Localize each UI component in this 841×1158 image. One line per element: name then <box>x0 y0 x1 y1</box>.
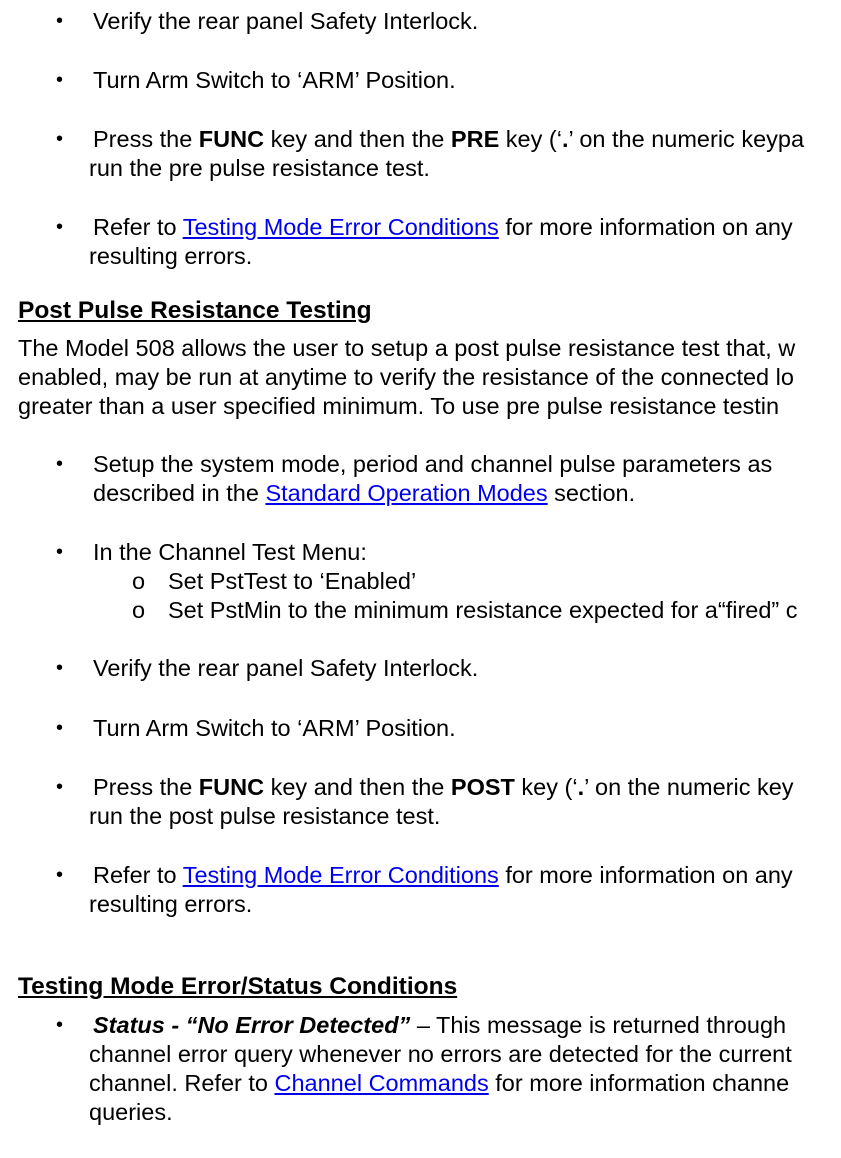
bullet-refer-errors: Refer to Testing Mode Error Conditions for more information on any <box>93 214 793 240</box>
bullet-press-func-pre-line2: run the pre pulse resistance test. <box>89 155 430 181</box>
bullet-turn-arm: Turn Arm Switch to ‘ARM’ Position. <box>93 67 456 93</box>
standard-operation-modes-link[interactable]: Standard Operation Modes <box>265 480 548 506</box>
bullet-glyph: • <box>56 1014 64 1036</box>
bullet-glyph: • <box>56 10 64 32</box>
status-no-error-line2: channel error query whenever no errors are detected for the current <box>89 1041 792 1067</box>
status-no-error-line4: queries. <box>89 1099 173 1125</box>
status-no-error-line3: channel. Refer to Channel Commands for more information channe <box>89 1070 790 1096</box>
bullet-glyph: • <box>56 717 64 739</box>
bullet-verify-interlock: Verify the rear panel Safety Interlock. <box>93 8 479 34</box>
paragraph-line: The Model 508 allows the user to setup a post pulse resistance test that, w <box>18 335 796 361</box>
post-pulse-heading: Post Pulse Resistance Testing <box>18 297 372 324</box>
bullet-verify-interlock-2: Verify the rear panel Safety Interlock. <box>93 655 479 681</box>
testing-mode-error-conditions-link[interactable]: Testing Mode Error Conditions <box>182 862 499 888</box>
bullet-press-func-post: Press the FUNC key and then the POST key (‘.’ on the numeric key <box>93 774 794 800</box>
sub-bullet-psttest: Set PstTest to ‘Enabled’ <box>168 568 417 594</box>
paragraph-line: greater than a user specified minimum. To use pre pulse resistance testin <box>18 393 780 419</box>
sub-bullet-glyph: o <box>132 568 146 594</box>
bullet-refer-errors-line2: resulting errors. <box>89 243 253 269</box>
bullet-setup-system-line2: described in the Standard Operation Modes section. <box>93 480 636 506</box>
status-no-error: Status - “No Error Detected” – This message is returned through <box>93 1012 787 1038</box>
bullet-glyph: • <box>56 541 64 563</box>
sub-bullet-pstmin: Set PstMin to the minimum resistance expected for a“fired” c <box>168 597 798 623</box>
bullet-refer-errors-2-line2: resulting errors. <box>89 891 253 917</box>
error-status-heading: Testing Mode Error/Status Conditions <box>18 973 458 1000</box>
bullet-glyph: • <box>56 776 64 798</box>
bullet-glyph: • <box>56 864 64 886</box>
bullet-press-func-pre: Press the FUNC key and then the PRE key (‘.’ on the numeric keypa <box>93 126 805 152</box>
testing-mode-error-conditions-link[interactable]: Testing Mode Error Conditions <box>182 214 499 240</box>
bullet-press-func-post-line2: run the post pulse resistance test. <box>89 803 441 829</box>
bullet-glyph: • <box>56 69 64 91</box>
bullet-setup-system: Setup the system mode, period and channel pulse parameters as <box>93 451 773 477</box>
bullet-refer-errors-2: Refer to Testing Mode Error Conditions for more information on any <box>93 862 793 888</box>
bullet-glyph: • <box>56 216 64 238</box>
sub-bullet-glyph: o <box>132 597 146 623</box>
bullet-turn-arm-2: Turn Arm Switch to ‘ARM’ Position. <box>93 715 456 741</box>
bullet-glyph: • <box>56 128 64 150</box>
paragraph-line: enabled, may be run at anytime to verify the resistance of the connected lo <box>18 364 794 390</box>
bullet-glyph: • <box>56 657 64 679</box>
channel-commands-link[interactable]: Channel Commands <box>274 1070 489 1096</box>
bullet-channel-test-menu: In the Channel Test Menu: <box>93 539 367 565</box>
bullet-glyph: • <box>56 453 64 475</box>
